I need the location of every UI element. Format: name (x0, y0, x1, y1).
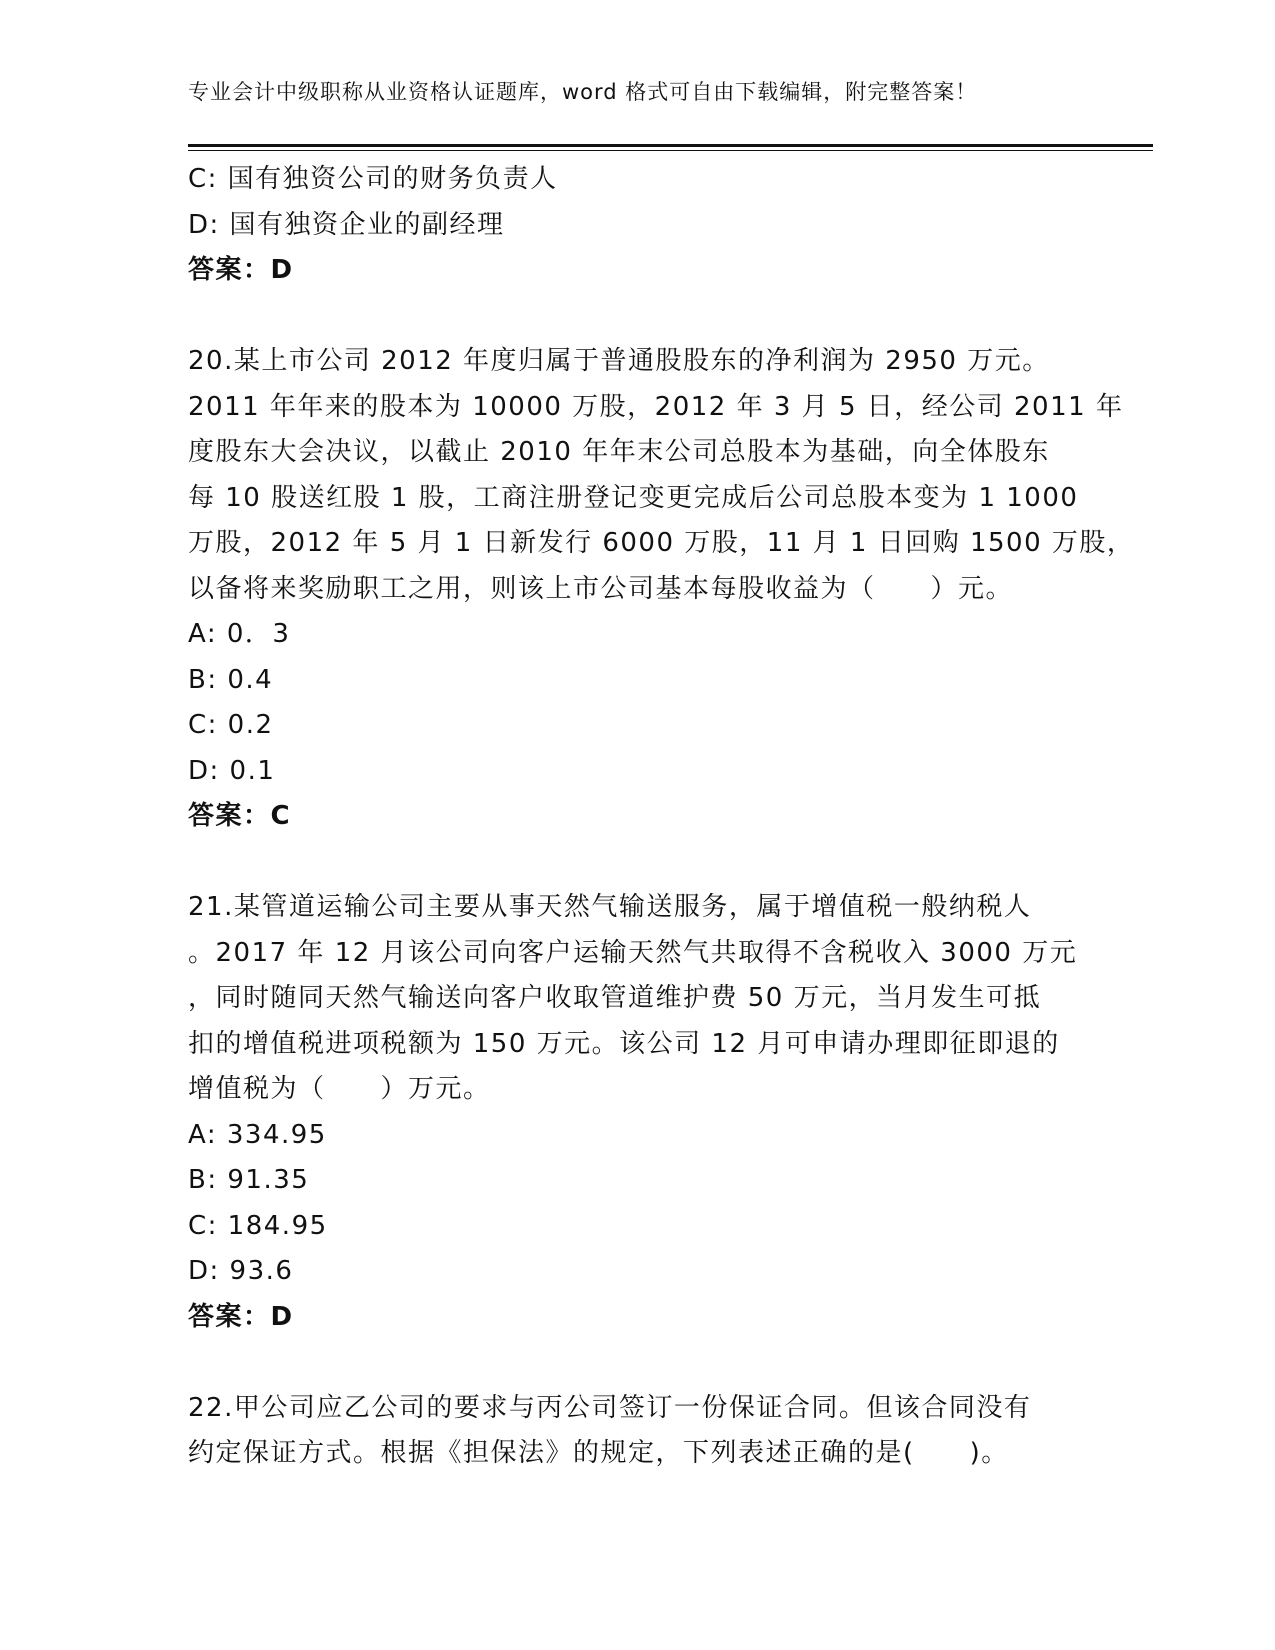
q21-stem-line: 增值税为（ ）万元。 (188, 1074, 491, 1104)
q21-stem-line: 21.某管道运输公司主要从事天然气输送服务，属于增值税一般纳税人 (188, 892, 1032, 922)
q20-stem-line: 每 10 股送红股 1 股，工商注册登记变更完成后公司总股本变为 1 1000 (188, 482, 1079, 513)
q22-stem-line: 22.甲公司应乙公司的要求与丙公司签订一份保证合同。但该合同没有 (188, 1392, 1032, 1423)
q21-option-a: A: 334.95 (188, 1119, 327, 1150)
q21-stem-line: 。2017 年 12 月该公司向客户运输天然气共取得不含税收入 3000 万元 (188, 937, 1078, 968)
q19-answer: 答案：D (188, 255, 294, 285)
q22-stem-line: 约定保证方式。根据《担保法》的规定，下列表述正确的是( )。 (188, 1438, 1009, 1468)
page-header: 专业会计中级职称从业资格认证题库，word 格式可自由下载编辑，附完整答案！ (188, 80, 978, 104)
q20-answer: 答案：C (188, 801, 292, 831)
q20-stem-line: 度股东大会决议，以截止 2010 年年末公司总股本为基础，向全体股东 (188, 437, 1050, 467)
q20-option-a: A: 0．3 (188, 619, 291, 649)
q21-option-c: C: 184.95 (188, 1210, 328, 1241)
question-content (188, 157, 1135, 1477)
question-21 (188, 885, 1088, 1340)
q20-option-c: C: 0.2 (188, 710, 274, 740)
spacer (188, 840, 1088, 886)
header-rule-thick (188, 144, 1153, 147)
q20-stem-line: 20.某上市公司 2012 年度归属于普通股股东的净利润为 2950 万元。 (188, 346, 1050, 376)
q19-option-d: D: 国有独资企业的副经理 (188, 209, 505, 240)
q19-option-c: C: 国有独资公司的财务负责人 (188, 164, 558, 194)
question-20 (188, 339, 1135, 840)
q21-stem-line: 扣的增值税进项税额为 150 万元。该公司 12 月可申请办理即征即退的 (188, 1028, 1060, 1059)
spacer (188, 294, 1088, 340)
q21-answer: 答案：D (188, 1301, 294, 1332)
q20-option-b: B: 0.4 (188, 664, 274, 695)
q20-option-d: D: 0.1 (188, 755, 276, 786)
q21-option-d: D: 93.6 (188, 1256, 294, 1286)
q21-stem-line: ，同时随同天然气输送向客户收取管道维护费 50 万元，当月发生可抵 (188, 983, 1042, 1013)
header-rule-thin (188, 150, 1153, 151)
spacer (188, 1340, 1088, 1386)
q20-stem-line: 2011 年年来的股本为 10000 万股，2012 年 3 月 5 日，经公司 2011 年 (188, 391, 1124, 422)
q20-stem-line: 以备将来奖励职工之用，则该上市公司基本每股收益为（ ）元。 (188, 573, 1014, 604)
q20-stem-line: 万股，2012 年 5 月 1 日新发行 6000 万股，11 月 1 日回购 1500 万股， (188, 528, 1135, 558)
question-22 (188, 1386, 1088, 1477)
q21-option-b: B: 91.35 (188, 1165, 310, 1195)
